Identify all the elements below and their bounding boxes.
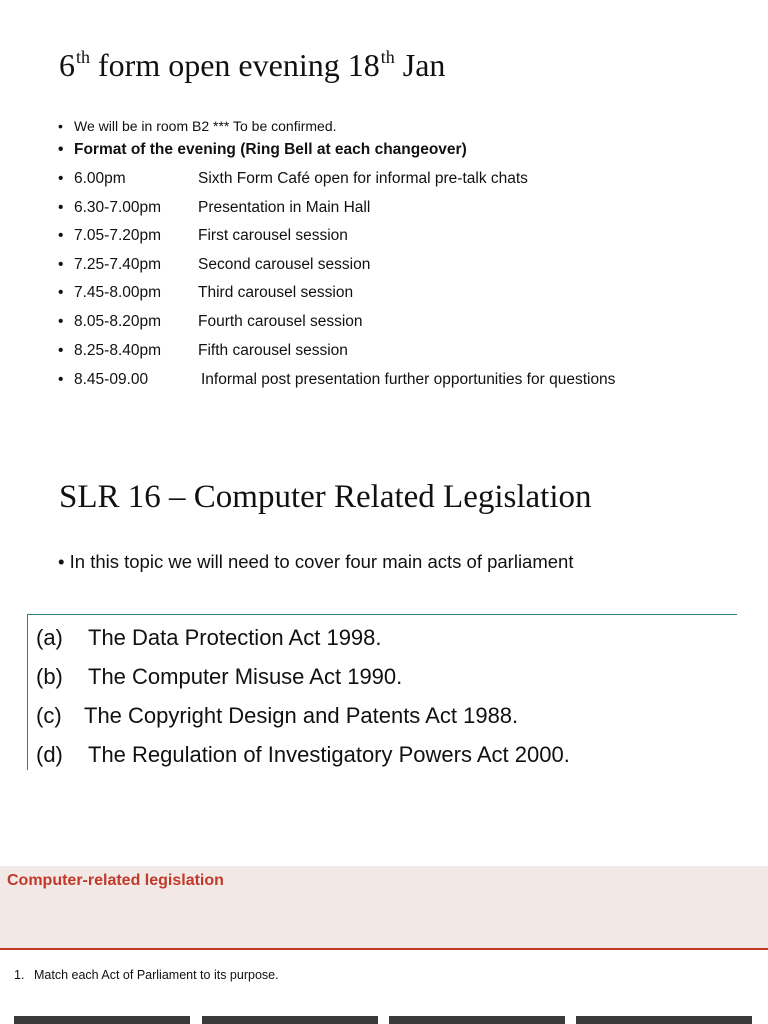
- slide1-title: 6th form open evening 18th Jan: [59, 47, 446, 83]
- acts-list: [27, 614, 737, 770]
- slide2-title: SLR 16 – Computer Related Legislation: [59, 479, 592, 515]
- act-item: (b) The Computer Misuse Act 1990.: [36, 664, 403, 689]
- answer-box: [202, 1016, 378, 1024]
- act-item: (d) The Regulation of Investigatory Powers Act 2000.: [36, 742, 570, 767]
- worksheet-question: 1. Match each Act of Parliament to its purpose.: [14, 968, 279, 982]
- answer-box: [389, 1016, 565, 1024]
- topic-bullet: • In this topic we will need to cover four main acts of parliament: [58, 551, 574, 572]
- act-item: (a) The Data Protection Act 1998.: [36, 625, 382, 650]
- worksheet-heading: Computer-related legislation: [7, 872, 224, 889]
- answer-box: [14, 1016, 190, 1024]
- answer-box: [576, 1016, 752, 1024]
- act-item: (c) The Copyright Design and Patents Act 1988.: [36, 703, 519, 728]
